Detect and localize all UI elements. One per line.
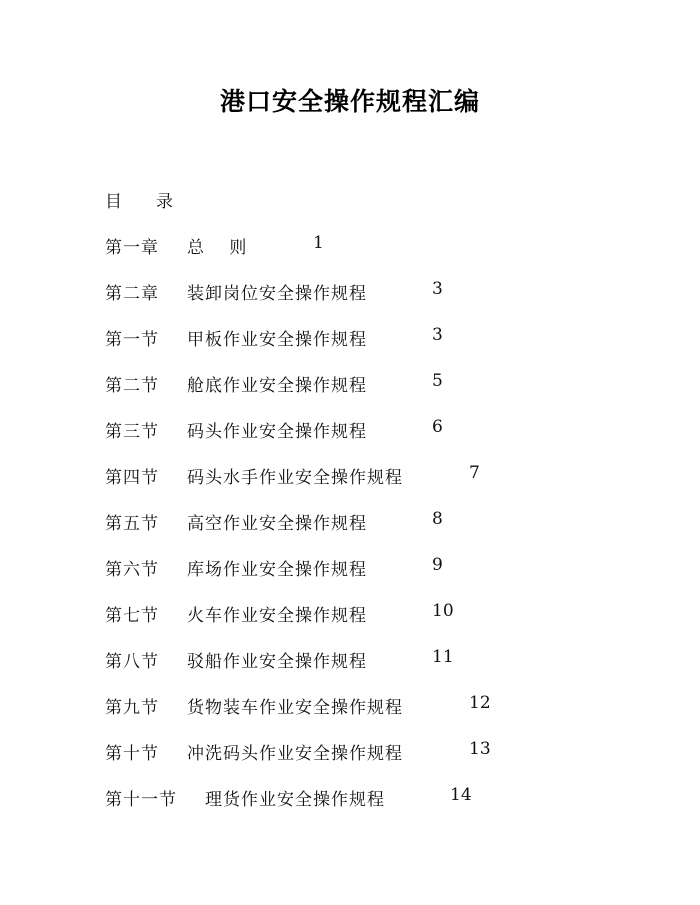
toc-entry: [0, 555, 700, 581]
toc-entry-title: 火车作业安全操作规程: [187, 606, 367, 626]
toc-entry-label: 第十节: [105, 744, 159, 764]
toc-entry-label: 第一节: [105, 330, 159, 350]
toc-entry: [0, 325, 700, 351]
toc-entry: [0, 371, 700, 397]
toc-entry-page: 3: [432, 279, 443, 299]
document-title: 港口安全操作规程汇编: [219, 87, 480, 116]
toc-heading: [105, 187, 173, 212]
toc-entry-label: 第二节: [105, 376, 159, 396]
toc-entry-page: 9: [432, 555, 443, 575]
toc-heading-char-2: 录: [156, 192, 173, 212]
toc-entry: [0, 785, 700, 811]
toc-entry: [0, 601, 700, 627]
toc-entry-page: 10: [432, 601, 454, 621]
toc-entry-page: 5: [432, 371, 443, 391]
toc-entry: [0, 693, 700, 719]
toc-entry-title: 高空作业安全操作规程: [187, 514, 367, 534]
toc-entry-label: 第十一节: [105, 790, 177, 810]
toc-entry: [0, 509, 700, 535]
toc-entry-page: 14: [450, 785, 472, 805]
toc-entry-title: 码头作业安全操作规程: [187, 422, 367, 442]
toc-entry: [0, 417, 700, 443]
toc-entry-title: 驳船作业安全操作规程: [187, 652, 367, 672]
toc-entry-label: 第六节: [105, 560, 159, 580]
toc-entry-label: 第七节: [105, 606, 159, 626]
toc-entry-label: 第五节: [105, 514, 159, 534]
toc-entry-page: 7: [469, 463, 480, 483]
toc-entry-title: 库场作业安全操作规程: [187, 560, 367, 580]
toc-entry-page: 6: [432, 417, 443, 437]
toc-entry: [0, 739, 700, 765]
toc-entry-title: 总 则: [187, 238, 248, 258]
toc-entry-label: 第九节: [105, 698, 159, 718]
toc-entry: [0, 279, 700, 305]
toc-entry-page: 3: [432, 325, 443, 345]
toc-entry-page: 11: [432, 647, 454, 667]
toc-entry-page: 8: [432, 509, 443, 529]
toc-entry: [0, 463, 700, 489]
toc-entry-label: 第八节: [105, 652, 159, 672]
toc-entry-label: 第四节: [105, 468, 159, 488]
toc-entry-title: 冲洗码头作业安全操作规程: [187, 744, 403, 764]
toc-entry: [0, 233, 700, 259]
toc-entry-page: 1: [313, 233, 324, 253]
toc-entry-page: 12: [469, 693, 491, 713]
toc-entry-title: 货物装车作业安全操作规程: [187, 698, 403, 718]
toc-entry-title: 码头水手作业安全操作规程: [187, 468, 403, 488]
toc-entry-title: 装卸岗位安全操作规程: [187, 284, 367, 304]
toc-entry-title: 理货作业安全操作规程: [205, 790, 385, 810]
toc-heading-char-1: 目: [105, 192, 122, 212]
toc-entry-title: 舱底作业安全操作规程: [187, 376, 367, 396]
toc-entry-page: 13: [469, 739, 491, 759]
toc-entry-title: 甲板作业安全操作规程: [187, 330, 367, 350]
toc-entry-label: 第一章: [105, 238, 159, 258]
toc-entry: [0, 647, 700, 673]
toc-entry-label: 第二章: [105, 284, 159, 304]
toc-entry-label: 第三节: [105, 422, 159, 442]
